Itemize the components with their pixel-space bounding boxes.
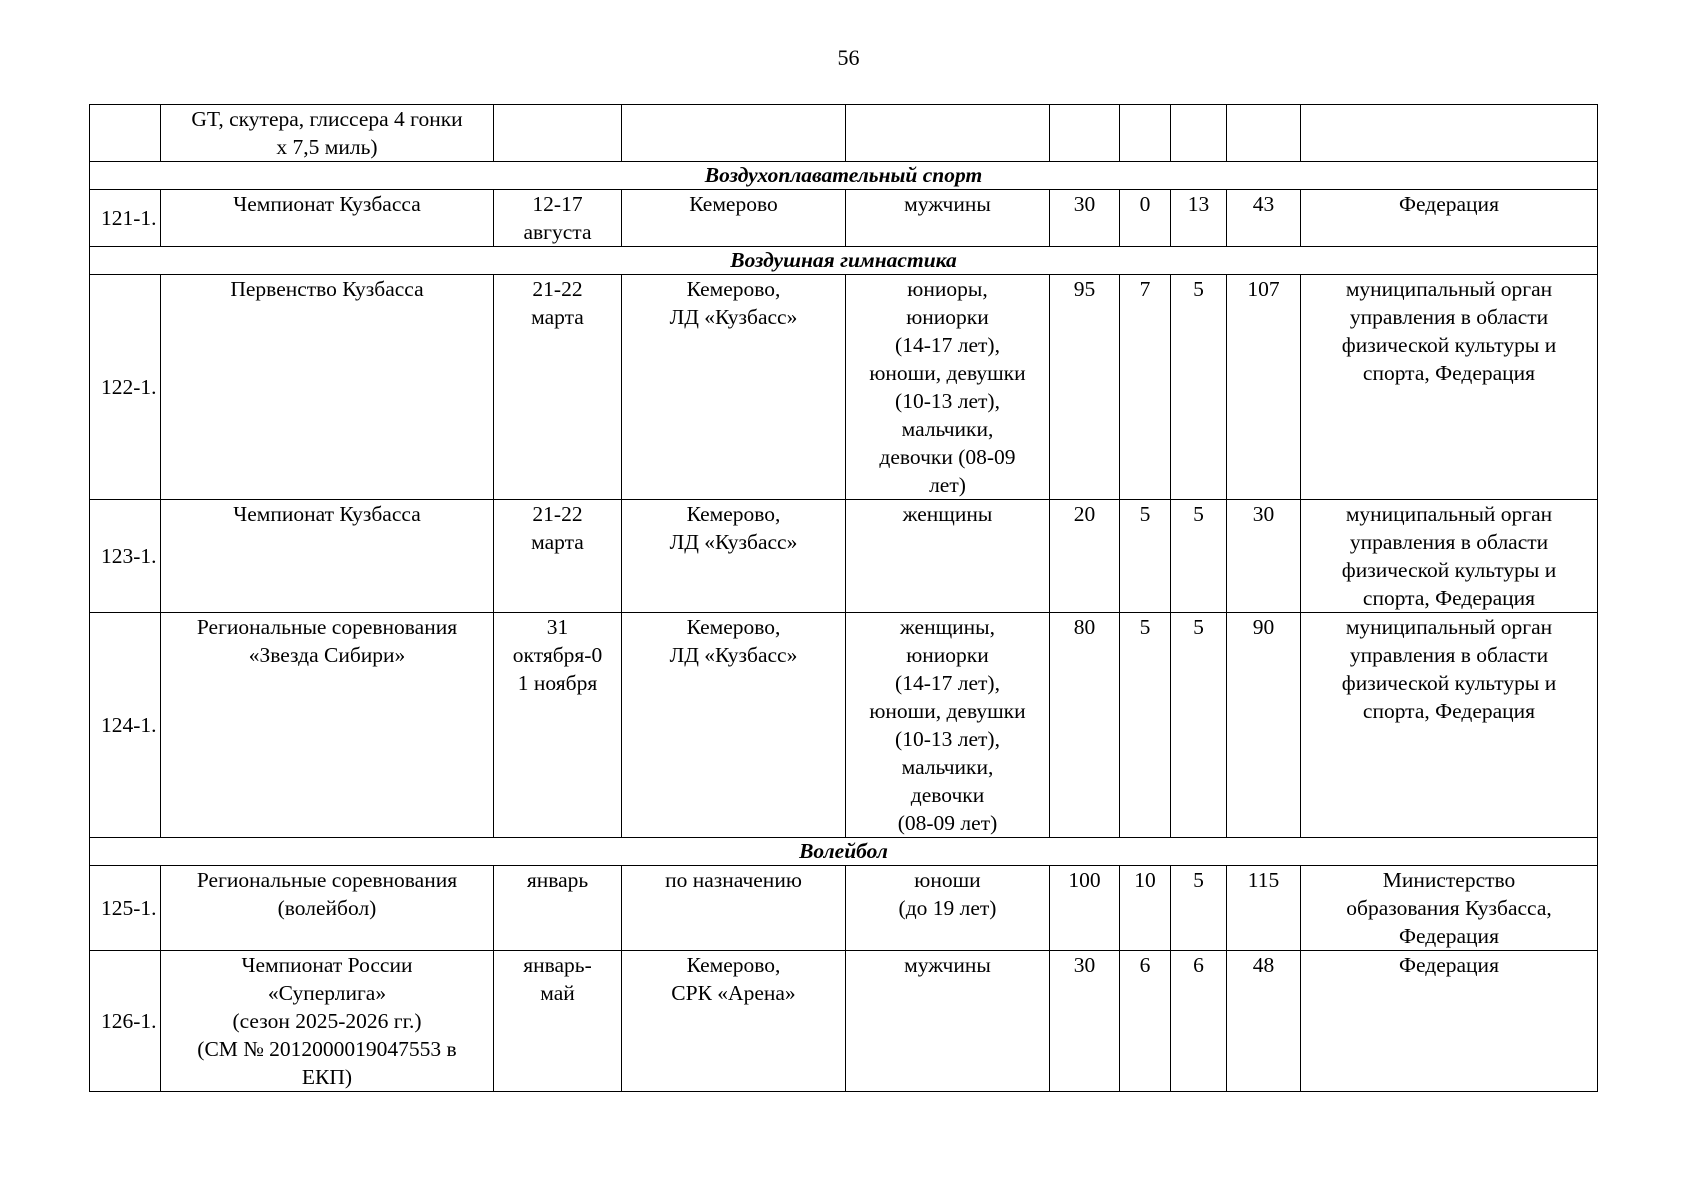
cell-event-name-line: Чемпионат Кузбасса (233, 192, 421, 216)
cell-participants-line: лет) (929, 473, 966, 497)
cell-dates (494, 951, 622, 1092)
cell-participants-line: юноши, девушки (869, 361, 1026, 385)
cell-count-1 (1050, 105, 1120, 162)
cell-number: 126-1. (90, 951, 161, 1092)
cell-participants (846, 190, 1050, 247)
cell-participants-line: женщины, (899, 615, 995, 639)
cell-participants (846, 105, 1050, 162)
cell-participants-line: (14-17 лет), (895, 333, 1000, 357)
cell-participants (846, 500, 1050, 613)
section-header-row (90, 247, 1598, 275)
cell-total: 48 (1227, 951, 1301, 1092)
cell-event-name (161, 190, 494, 247)
cell-dates-line: январь- (523, 953, 592, 977)
cell-count-2: 5 (1120, 500, 1171, 613)
cell-number: 123-1. (90, 500, 161, 613)
cell-dates-line: 21-22 (532, 502, 583, 526)
cell-number: 125-1. (90, 866, 161, 951)
cell-organizer-line: Министерство (1382, 868, 1516, 892)
cell-count-1: 30 (1050, 190, 1120, 247)
cell-dates-line: 21-22 (532, 277, 583, 301)
cell-event-name-line: (волейбол) (277, 896, 377, 920)
cell-participants-line: девочки (910, 783, 985, 807)
cell-count-2: 7 (1120, 275, 1171, 500)
cell-place-line: Кемерово, (686, 502, 781, 526)
cell-place (622, 500, 846, 613)
cell-count-1: 95 (1050, 275, 1120, 500)
cell-count-3: 6 (1171, 951, 1227, 1092)
cell-organizer-line: управления в области (1349, 530, 1549, 554)
table-row (90, 190, 1598, 247)
cell-participants (846, 866, 1050, 951)
cell-organizer-line: управления в области (1349, 643, 1549, 667)
cell-dates (494, 613, 622, 838)
cell-event-name-line: ЕКП) (301, 1065, 353, 1089)
cell-count-3: 5 (1171, 866, 1227, 951)
cell-participants-line: (10-13 лет), (895, 389, 1000, 413)
table-row (90, 951, 1598, 1092)
cell-count-2: 0 (1120, 190, 1171, 247)
table-row (90, 500, 1598, 613)
cell-total: 90 (1227, 613, 1301, 838)
cell-event-name-line: Региональные соревнования (196, 868, 458, 892)
cell-place-line: ЛД «Кузбасс» (669, 643, 798, 667)
cell-dates-line: 1 ноября (517, 671, 598, 695)
section-title: Воздушная гимнастика (90, 247, 1598, 275)
cell-participants-line: юниоры, (907, 277, 988, 301)
cell-dates-line: октября-0 (512, 643, 603, 667)
table-row (90, 105, 1598, 162)
cell-place-line: СРК «Арена» (671, 981, 796, 1005)
cell-participants (846, 951, 1050, 1092)
cell-dates (494, 105, 622, 162)
cell-event-name-line: Чемпионат Кузбасса (233, 502, 421, 526)
cell-total: 30 (1227, 500, 1301, 613)
cell-organizer-line: Федерация (1399, 953, 1499, 977)
section-header-row (90, 838, 1598, 866)
cell-participants (846, 613, 1050, 838)
cell-count-3: 13 (1171, 190, 1227, 247)
cell-organizer-line: Федерация (1399, 192, 1499, 216)
cell-organizer (1301, 613, 1598, 838)
cell-participants-line: женщины (902, 502, 993, 526)
cell-event-name (161, 275, 494, 500)
cell-event-name-line: Первенство Кузбасса (230, 277, 424, 301)
cell-count-1: 100 (1050, 866, 1120, 951)
cell-organizer (1301, 190, 1598, 247)
table-row (90, 866, 1598, 951)
cell-organizer-line: управления в области (1349, 305, 1549, 329)
cell-place (622, 951, 846, 1092)
cell-dates-line: августа (523, 220, 592, 244)
cell-count-3: 5 (1171, 275, 1227, 500)
page-number: 56 (837, 45, 860, 70)
cell-event-name-line: (сезон 2025-2026 гг.) (232, 1009, 422, 1033)
cell-participants-line: мужчины (904, 953, 991, 977)
cell-place-line: Кемерово, (686, 277, 781, 301)
cell-participants-line: юноши (914, 868, 981, 892)
events-table (89, 104, 1598, 1092)
cell-count-2 (1120, 105, 1171, 162)
cell-place (622, 190, 846, 247)
cell-count-2: 10 (1120, 866, 1171, 951)
cell-participants-line: юноши, девушки (869, 699, 1026, 723)
cell-dates (494, 500, 622, 613)
cell-place-line: Кемерово, (686, 953, 781, 977)
cell-organizer-line: спорта, Федерация (1362, 361, 1536, 385)
cell-dates-line: май (540, 981, 575, 1005)
cell-organizer (1301, 866, 1598, 951)
cell-organizer-line: муниципальный орган (1345, 277, 1553, 301)
cell-event-name-line: Чемпионат России (241, 953, 413, 977)
cell-participants-line: (10-13 лет), (895, 727, 1000, 751)
cell-place (622, 105, 846, 162)
section-title: Волейбол (90, 838, 1598, 866)
cell-number: 122-1. (90, 275, 161, 500)
cell-place-line: по назначению (665, 868, 802, 892)
cell-count-1: 30 (1050, 951, 1120, 1092)
cell-event-name-line: «Суперлига» (267, 981, 387, 1005)
cell-organizer-line: Федерация (1399, 924, 1499, 948)
cell-number (90, 105, 161, 162)
cell-event-name (161, 613, 494, 838)
cell-participants-line: мальчики, (901, 755, 994, 779)
cell-dates (494, 275, 622, 500)
cell-event-name (161, 105, 494, 162)
section-header-row (90, 162, 1598, 190)
cell-dates-line: январь (526, 868, 589, 892)
cell-count-3 (1171, 105, 1227, 162)
cell-event-name (161, 500, 494, 613)
cell-count-1: 80 (1050, 613, 1120, 838)
cell-dates (494, 190, 622, 247)
cell-total (1227, 105, 1301, 162)
cell-event-name-line: (СМ № 2012000019047553 в (197, 1037, 457, 1061)
cell-total: 115 (1227, 866, 1301, 951)
cell-dates (494, 866, 622, 951)
table-row (90, 275, 1598, 500)
cell-organizer (1301, 951, 1598, 1092)
cell-organizer-line: спорта, Федерация (1362, 699, 1536, 723)
cell-count-3: 5 (1171, 613, 1227, 838)
cell-place-line: Кемерово (689, 192, 778, 216)
cell-place-line: ЛД «Кузбасс» (669, 305, 798, 329)
cell-place (622, 613, 846, 838)
cell-total: 107 (1227, 275, 1301, 500)
cell-organizer-line: муниципальный орган (1345, 615, 1553, 639)
cell-organizer-line: образования Кузбасса, (1346, 896, 1552, 920)
cell-event-name-line: Региональные соревнования (196, 615, 458, 639)
cell-place (622, 866, 846, 951)
cell-place (622, 275, 846, 500)
cell-event-name-line: GT, скутера, глиссера 4 гонки (191, 107, 463, 131)
cell-count-2: 6 (1120, 951, 1171, 1092)
cell-organizer-line: спорта, Федерация (1362, 586, 1536, 610)
cell-place-line: Кемерово, (686, 615, 781, 639)
cell-participants (846, 275, 1050, 500)
cell-participants-line: (до 19 лет) (898, 896, 997, 920)
cell-event-name-line: х 7,5 миль) (276, 135, 378, 159)
cell-organizer-line: физической культуры и (1341, 671, 1557, 695)
cell-organizer (1301, 105, 1598, 162)
cell-dates-line: 31 (546, 615, 569, 639)
cell-participants-line: девочки (08-09 (879, 445, 1016, 469)
cell-participants-line: юниорки (906, 305, 989, 329)
cell-organizer (1301, 500, 1598, 613)
cell-number: 124-1. (90, 613, 161, 838)
cell-organizer (1301, 275, 1598, 500)
cell-number: 121-1. (90, 190, 161, 247)
cell-participants-line: мужчины (904, 192, 991, 216)
cell-organizer-line: муниципальный орган (1345, 502, 1553, 526)
cell-total: 43 (1227, 190, 1301, 247)
cell-organizer-line: физической культуры и (1341, 333, 1557, 357)
cell-organizer-line: физической культуры и (1341, 558, 1557, 582)
cell-dates-line: марта (531, 530, 584, 554)
cell-count-2: 5 (1120, 613, 1171, 838)
cell-dates-line: марта (531, 305, 584, 329)
cell-count-3: 5 (1171, 500, 1227, 613)
cell-participants-line: юниорки (906, 643, 989, 667)
section-title: Воздухоплавательный спорт (90, 162, 1598, 190)
cell-place-line: ЛД «Кузбасс» (669, 530, 798, 554)
cell-event-name-line: «Звезда Сибири» (248, 643, 406, 667)
cell-count-1: 20 (1050, 500, 1120, 613)
cell-dates-line: 12-17 (532, 192, 583, 216)
cell-participants-line: (14-17 лет), (895, 671, 1000, 695)
cell-event-name (161, 866, 494, 951)
table-row (90, 613, 1598, 838)
cell-event-name (161, 951, 494, 1092)
cell-participants-line: (08-09 лет) (897, 811, 998, 835)
cell-participants-line: мальчики, (901, 417, 994, 441)
